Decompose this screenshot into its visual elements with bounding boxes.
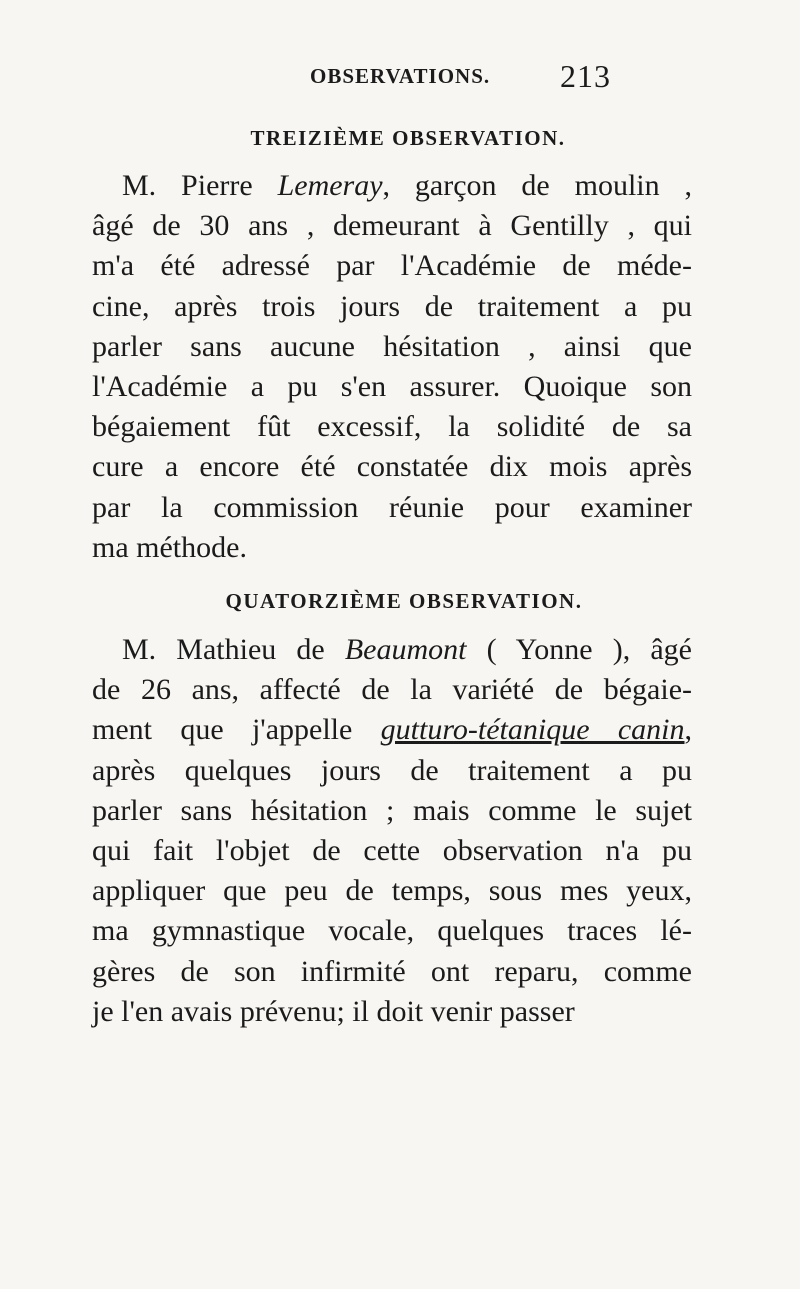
text-line: bégaiement fût excessif, la solidité de sa <box>92 410 692 444</box>
paragraph-quatorzieme <box>92 630 692 1032</box>
paragraph-treizieme <box>92 166 692 568</box>
section-heading-quatorzieme: QUATORZIÈME OBSERVATION. <box>225 589 583 613</box>
text-line: appliquer que peu de temps, sous mes yeux, <box>92 874 692 908</box>
text-line: cine, après trois jours de traitement a pu <box>92 289 692 323</box>
text-line: par la commission réunie pour examiner <box>92 490 692 524</box>
running-title: OBSERVATIONS. <box>310 64 491 88</box>
text-line: parler sans hésitation ; mais comme le sujet <box>92 793 692 827</box>
text-line: ment que j'appelle gutturo-tétanique canin, <box>92 713 692 747</box>
text-line: je l'en avais prévenu; il doit venir passer <box>92 994 575 1028</box>
section-heading-treizieme: TREIZIÈME OBSERVATION. <box>250 126 566 150</box>
text-line: de 26 ans, affecté de la variété de bégaie- <box>92 673 692 707</box>
page-number: 213 <box>560 58 611 94</box>
text-line: qui fait l'objet de cette observation n'a pu <box>92 834 692 868</box>
italic-place-beaumont: Beaumont <box>344 633 467 666</box>
text-line: m'a été adressé par l'Académie de méde- <box>92 249 692 283</box>
italic-term-gutturo-tetanique: gutturo-tétanique canin <box>380 713 685 747</box>
italic-name-lemeray: Lemeray <box>277 169 383 202</box>
text-line: l'Académie a pu s'en assurer. Quoique son <box>92 370 692 404</box>
running-head <box>0 60 800 100</box>
text-line: M. Mathieu de Beaumont ( Yonne ), âgé <box>122 633 692 666</box>
text-line: parler sans aucune hésitation , ainsi que <box>92 329 692 363</box>
text-line: ma gymnastique vocale, quelques traces lé- <box>92 914 692 948</box>
text-line: cure a encore été constatée dix mois après <box>92 450 692 484</box>
text-line: âgé de 30 ans , demeurant à Gentilly , qui <box>92 209 692 243</box>
text-line: M. Pierre Lemeray, garçon de moulin , <box>122 169 692 202</box>
text-line: gères de son infirmité ont reparu, comme <box>92 954 692 988</box>
text-line: ma méthode. <box>92 530 247 564</box>
text-line: après quelques jours de traitement a pu <box>92 753 692 787</box>
